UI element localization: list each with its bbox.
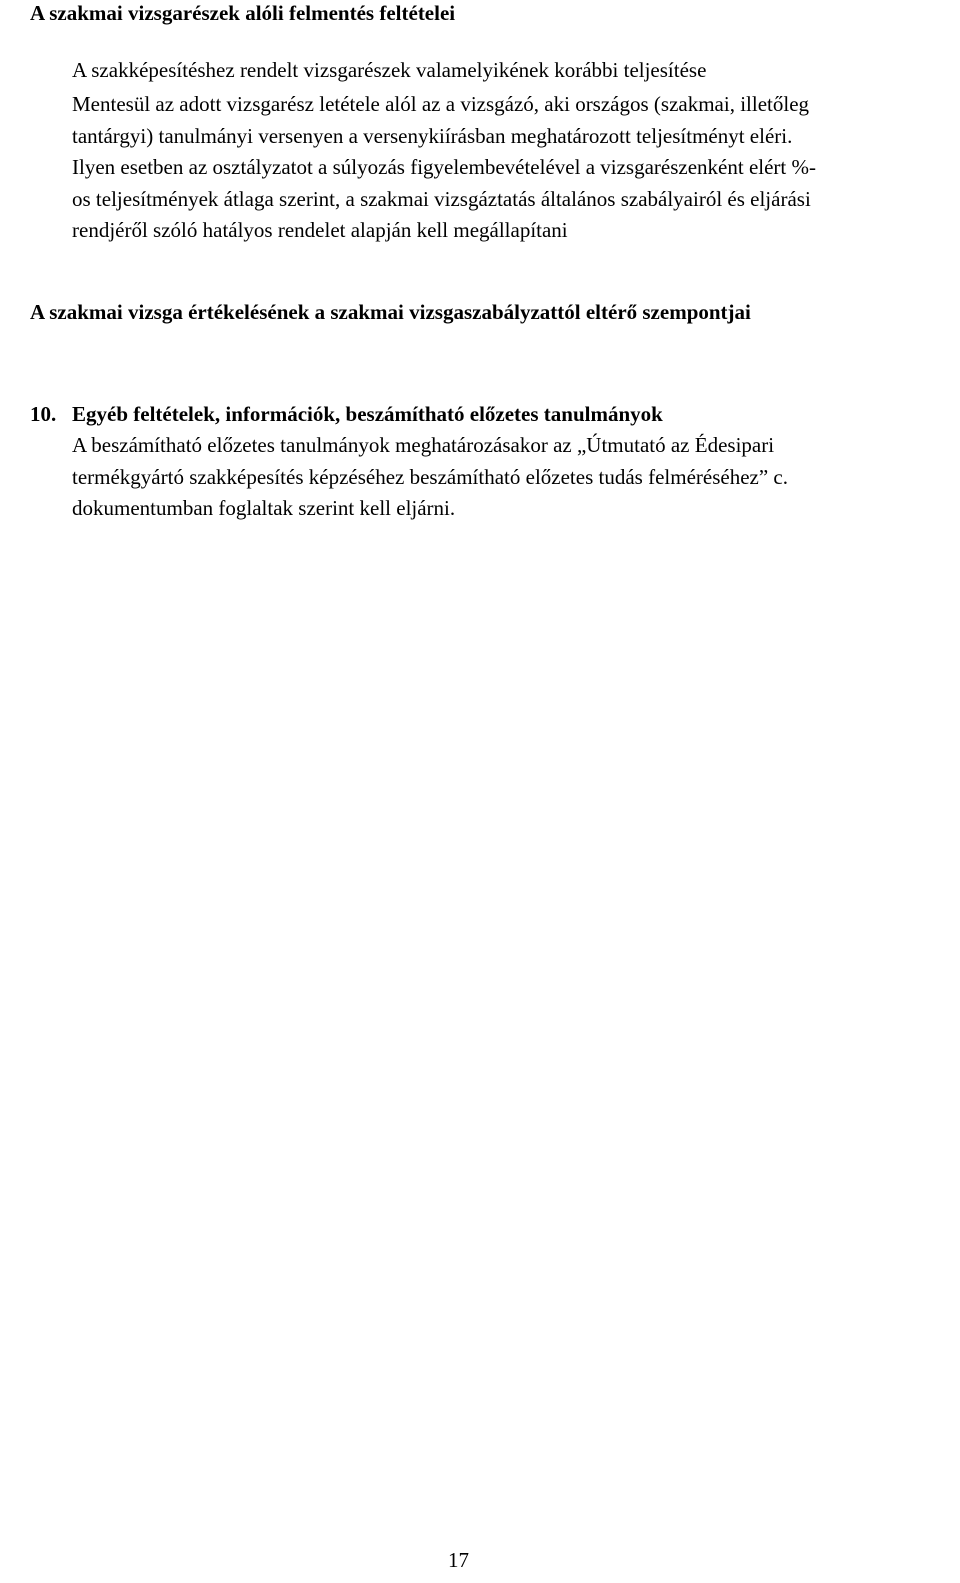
paragraph-line: Mentesül az adott vizsgarész letétele alól az a vizsgázó, aki országos (szakmai, illetőleg (72, 92, 810, 116)
paragraph-line: tantárgyi) tanulmányi versenyen a versenykiírásban meghatározott teljesítményt eléri. (72, 123, 793, 148)
section-10 (30, 399, 955, 525)
body-line: dokumentumban foglaltak szerint kell eljárni. (72, 496, 456, 520)
body-line: termékgyártó szakképesítés képzéséhez beszámítható előzetes tudás felméréséhez” c. (72, 464, 788, 489)
section-10-body (72, 430, 955, 525)
section-heading-exemption: A szakmai vizsgarészek alóli felmentés feltételei (30, 1, 456, 25)
exemption-paragraph (72, 89, 957, 247)
section-heading-evaluation: A szakmai vizsga értékelésének a szakmai vizsgaszabályzattól eltérő szempontjai (30, 300, 751, 324)
section-10-title-row (30, 399, 955, 430)
paragraph-line: rendjéről szóló hatályos rendelet alapján kell megállapítani (72, 218, 568, 242)
page-number: 17 (448, 1548, 469, 1572)
subheading-prior-completion: A szakképesítéshez rendelt vizsgarészek valamelyikének korábbi teljesítése (72, 58, 707, 82)
body-line: A beszámítható előzetes tanulmányok meghatározásakor az „Útmutató az Édesipari (72, 433, 775, 457)
section-title: Egyéb feltételek, információk, beszámítható előzetes tanulmányok (72, 402, 663, 426)
section-number: 10. (30, 402, 57, 426)
paragraph-line: Ilyen esetben az osztályzatot a súlyozás figyelembevételével a vizsgarészenként elért %- (72, 155, 816, 179)
paragraph-line: os teljesítmények átlaga szerint, a szakmai vizsgáztatás általános szabályairól és eljárási (72, 186, 811, 211)
